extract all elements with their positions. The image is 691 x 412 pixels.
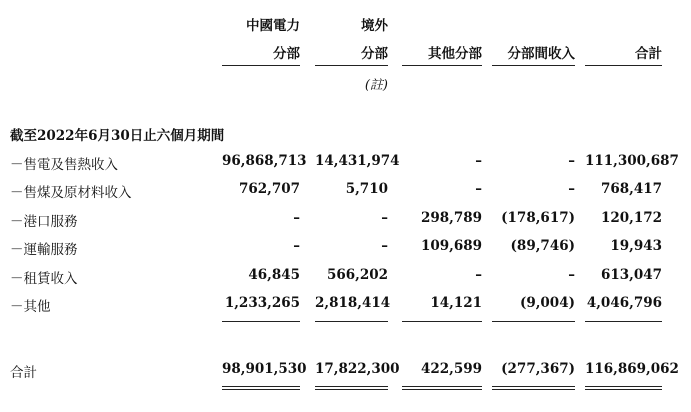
total-col3: 422,599 bbox=[420, 361, 482, 377]
table-row bbox=[0, 181, 691, 201]
subtotal-rule bbox=[315, 321, 388, 322]
row-label: －港口服務 bbox=[10, 214, 78, 230]
cell-col3: 298,789 bbox=[420, 210, 482, 226]
cell-col4: (89,746) bbox=[510, 238, 575, 254]
subtotal-rule bbox=[585, 321, 662, 322]
total-double-rule bbox=[402, 386, 482, 387]
subtotal-rule bbox=[492, 321, 575, 322]
cell-col3: 14,121 bbox=[430, 295, 482, 311]
header-underline bbox=[315, 65, 388, 66]
header-col1-line1: 中國電力 bbox=[246, 18, 300, 34]
cell-col1: 762,707 bbox=[238, 181, 300, 197]
header-underline bbox=[222, 65, 300, 66]
row-label: －運輸服務 bbox=[10, 242, 78, 258]
cell-col1: – bbox=[293, 238, 300, 254]
cell-col3: – bbox=[475, 153, 482, 169]
cell-col3: – bbox=[475, 267, 482, 283]
total-col5: 116,869,062 bbox=[585, 361, 679, 377]
cell-col4: (9,004) bbox=[519, 295, 575, 311]
cell-col5: 613,047 bbox=[600, 267, 662, 283]
total-double-rule bbox=[222, 389, 300, 390]
total-double-rule bbox=[492, 389, 575, 390]
header-col5: 合計 bbox=[635, 46, 662, 62]
cell-col2: – bbox=[381, 210, 388, 226]
cell-col2: – bbox=[381, 238, 388, 254]
cell-col1: 96,868,713 bbox=[222, 153, 307, 169]
subtotal-rule bbox=[222, 321, 300, 322]
header-underline bbox=[585, 65, 662, 66]
table-row bbox=[0, 210, 691, 230]
cell-col4: (178,617) bbox=[501, 210, 575, 226]
header-col2-line2: 分部 bbox=[361, 46, 388, 62]
total-double-rule bbox=[402, 389, 482, 390]
cell-col2: 2,818,414 bbox=[315, 295, 391, 311]
cell-col5: 768,417 bbox=[600, 181, 662, 197]
cell-col5: 111,300,687 bbox=[585, 153, 679, 169]
cell-col1: – bbox=[293, 210, 300, 226]
cell-col4: – bbox=[568, 181, 575, 197]
header-col2-line1: 境外 bbox=[361, 18, 388, 34]
header-note: (註) bbox=[364, 78, 388, 93]
cell-col2: 14,431,974 bbox=[315, 153, 400, 169]
total-double-rule bbox=[492, 386, 575, 387]
subtotal-rule bbox=[402, 321, 482, 322]
row-label: －售煤及原材料收入 bbox=[10, 185, 132, 201]
table-row bbox=[0, 153, 691, 173]
header-col4: 分部間收入 bbox=[507, 46, 575, 62]
section-title: 截至2022年6月30日止六個月期間 bbox=[10, 128, 225, 144]
total-double-rule bbox=[585, 389, 662, 390]
header-col1-line2: 分部 bbox=[273, 46, 300, 62]
cell-col3: – bbox=[475, 181, 482, 197]
table-row bbox=[0, 295, 691, 315]
header-underline bbox=[492, 65, 575, 66]
cell-col2: 566,202 bbox=[326, 267, 388, 283]
table-row bbox=[0, 267, 691, 287]
row-label: －租賃收入 bbox=[10, 271, 78, 287]
total-col1: 98,901,530 bbox=[222, 361, 307, 377]
total-double-rule bbox=[222, 386, 300, 387]
total-double-rule bbox=[315, 389, 388, 390]
cell-col5: 120,172 bbox=[600, 210, 662, 226]
cell-col5: 4,046,796 bbox=[586, 295, 662, 311]
cell-col1: 46,845 bbox=[248, 267, 300, 283]
cell-col5: 19,943 bbox=[610, 238, 662, 254]
cell-col4: – bbox=[568, 153, 575, 169]
total-col2: 17,822,300 bbox=[315, 361, 400, 377]
cell-col3: 109,689 bbox=[420, 238, 482, 254]
cell-col1: 1,233,265 bbox=[224, 295, 300, 311]
total-double-rule bbox=[315, 386, 388, 387]
cell-col2: 5,710 bbox=[345, 181, 388, 197]
header-underline bbox=[402, 65, 482, 66]
table-row bbox=[0, 238, 691, 258]
total-double-rule bbox=[585, 386, 662, 387]
row-label: －售電及售熱收入 bbox=[10, 157, 118, 173]
header-col3: 其他分部 bbox=[428, 46, 482, 62]
cell-col4: – bbox=[568, 267, 575, 283]
total-label: 合計 bbox=[10, 365, 37, 381]
row-label: －其他 bbox=[10, 299, 51, 315]
total-row bbox=[0, 361, 691, 381]
total-col4: (277,367) bbox=[501, 361, 575, 377]
